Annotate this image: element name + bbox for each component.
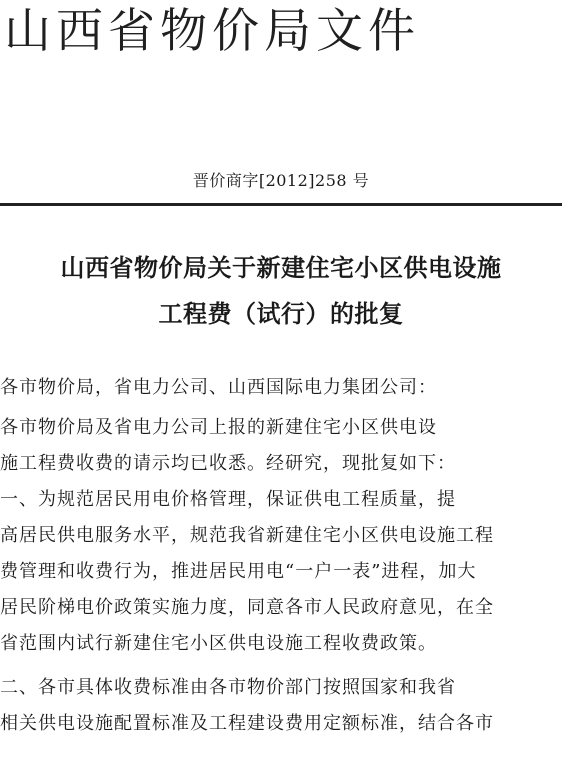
document-title xyxy=(0,245,562,337)
paragraph-2-line-3: 费管理和收费行为，推进居民用电“一户一表”进程，加大 xyxy=(0,561,477,582)
salutation: 各市物价局，省电力公司、山西国际电力集团公司： xyxy=(0,377,437,398)
paragraph-2-line-2: 高居民供电服务水平，规范我省新建住宅小区供电设施工程 xyxy=(0,525,494,546)
paragraph-spacer xyxy=(0,662,562,670)
paragraph-3-line-1: 二、各市具体收费标准由各市物价部门按照国家和我省 xyxy=(0,677,456,698)
paragraph-2-line-4: 居民阶梯电价政策实施力度，同意各市人民政府意见，在全 xyxy=(0,597,494,618)
paragraph-3-line-2: 相关供电设施配置标准及工程建设费用定额标准，结合各市 xyxy=(0,713,494,734)
document-body xyxy=(0,370,562,742)
document-title-line-2: 工程费（试行）的批复 xyxy=(158,300,404,328)
paragraph-2-line-1: 一、为规范居民用电价格管理，保证供电工程质量，提 xyxy=(0,489,456,510)
paragraph-1-line-1: 各市物价局及省电力公司上报的新建住宅小区供电设 xyxy=(0,417,437,438)
document-header-title: 山西省物价局文件 xyxy=(4,4,420,59)
header-divider xyxy=(0,203,562,206)
document-title-line-1: 山西省物价局关于新建住宅小区供电设施 xyxy=(60,254,502,282)
paragraph-2-line-5: 省范围内试行新建住宅小区供电设施工程收费政策。 xyxy=(0,633,437,654)
paragraph-1-line-2: 施工程费收费的请示均已收悉。经研究，现批复如下： xyxy=(0,453,456,474)
document-number: 晋价商字[2012]258 号 xyxy=(192,171,370,190)
